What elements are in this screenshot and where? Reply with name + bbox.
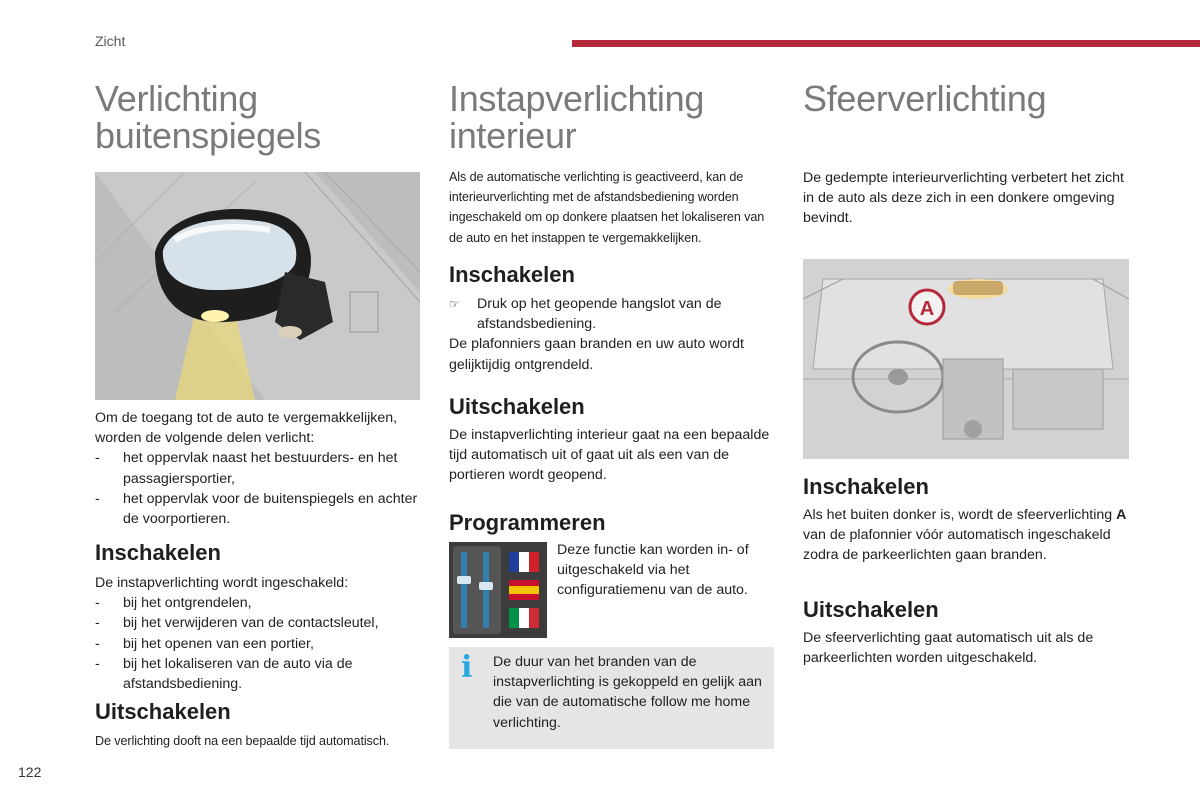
title-line-1: Verlichting xyxy=(95,78,258,119)
cabin-illustration xyxy=(803,259,1129,459)
list-item: - bij het ontgrendelen, xyxy=(95,593,425,613)
column-ambient-lighting xyxy=(803,80,1133,117)
heading-programming: Programmeren xyxy=(449,510,606,535)
switch-on-list xyxy=(95,593,425,694)
entry-intro: Als de automatische verlichting is geactiveerd, kan de interieurverlichting met de afstandsbediening worden ingeschakeld om op donkere plaatsen het lokaliseren van de auto en het instappen te vergemakkelijken. xyxy=(449,170,765,245)
title-line-2: buitenspiegels xyxy=(95,115,321,156)
switch-on-text: De plafonniers gaan branden en uw auto wordt gelijktijdig ontgrendeld. xyxy=(449,336,744,373)
switch-off-text: De instapverlichting interieur gaat na een bepaalde tijd automatisch uit of gaat uit als een van de portieren wordt geopend. xyxy=(449,427,770,484)
mirror-areas-list xyxy=(95,448,425,529)
config-menu-illustration xyxy=(449,542,547,638)
heading-switch-off: Uitschakelen xyxy=(449,394,585,419)
mirror-image xyxy=(95,172,420,400)
info-note-text: De duur van het branden van de instapverlichting is gekoppeld en gelijk aan die van de automatische follow me home verlichting. xyxy=(493,654,762,731)
switch-off-text: De verlichting dooft na een bepaalde tijd automatisch. xyxy=(95,734,390,749)
programming-text: Deze functie kan worden in- of uitgeschakeld via het configuratiemenu van de auto. xyxy=(557,542,749,599)
list-item: - het oppervlak naast het bestuurders- en het passagiersportier, xyxy=(95,448,425,488)
heading-switch-on: Inschakelen xyxy=(95,540,221,565)
ambient-intro: De gedempte interieurverlichting verbetert het zicht in de auto als deze zich in een donkere omgeving bevindt. xyxy=(803,170,1124,227)
info-icon: i xyxy=(461,650,473,685)
heading-switch-off: Uitschakelen xyxy=(803,597,939,622)
switch-on-intro: De instapverlichting wordt ingeschakeld: xyxy=(95,575,349,591)
header-rule xyxy=(572,40,1200,47)
cabin-image xyxy=(803,259,1129,459)
title-entry-lighting xyxy=(449,80,779,154)
section-label: Zicht xyxy=(95,33,126,49)
switch-on-steps xyxy=(449,294,779,334)
info-note xyxy=(449,647,774,749)
title-line-2: interieur xyxy=(449,115,577,156)
title-ambient-lighting: Sfeerverlichting xyxy=(803,78,1047,119)
heading-switch-off: Uitschakelen xyxy=(95,699,231,725)
title-line-1: Instapverlichting xyxy=(449,78,705,119)
mirror-illustration xyxy=(95,172,420,400)
heading-switch-on: Inschakelen xyxy=(803,474,929,499)
page-number: 122 xyxy=(18,764,42,780)
ambient-off-text: De sfeerverlichting gaat automatisch uit als de parkeerlichten worden uitgeschakeld. xyxy=(803,630,1094,667)
mirror-intro: Om de toegang tot de auto te vergemakkelijken, worden de volgende delen verlicht: xyxy=(95,410,398,447)
list-item: - bij het verwijderen van de contactsleutel, xyxy=(95,613,425,633)
ambient-on-text: Als het buiten donker is, wordt de sfeerverlichting A van de plafonnier vóór automatisch ingeschakeld zodra de parkeerlichten gaan branden. xyxy=(803,507,1127,564)
column-mirror-lighting xyxy=(95,80,425,154)
list-item: - bij het lokaliseren van de auto via de afstandsbediening. xyxy=(95,654,425,694)
title-mirror-lighting xyxy=(95,80,425,154)
list-item: - bij het openen van een portier, xyxy=(95,634,425,654)
list-item: - het oppervlak voor de buitenspiegels en achter de voorportieren. xyxy=(95,489,425,529)
config-menu-image xyxy=(449,542,547,638)
heading-switch-on: Inschakelen xyxy=(449,262,575,287)
list-item: ☞ Druk op het geopende hangslot van de afstandsbediening. xyxy=(449,294,779,334)
callout-a-label: A xyxy=(919,298,935,320)
column-entry-lighting xyxy=(449,80,779,154)
